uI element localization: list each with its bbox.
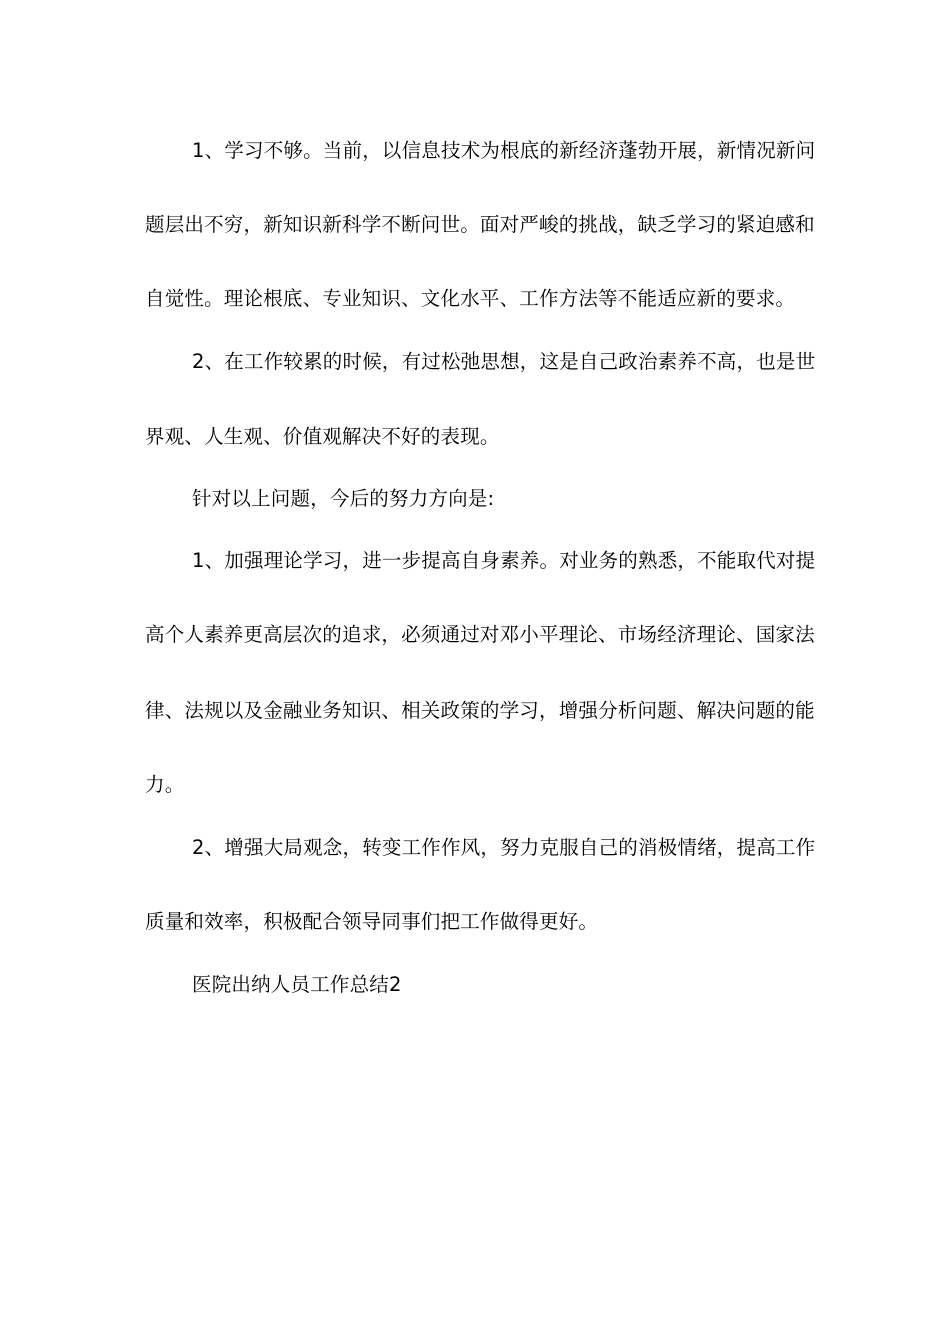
- paragraph-2-line-2: 界观、人生观、价值观解决不好的表现。: [145, 425, 500, 448]
- paragraph-5-line-1: 2、增强大局观念，转变工作作风，努力克服自己的消极情绪，提高工作: [192, 836, 816, 859]
- paragraph-3-line-1: 针对以上问题，今后的努力方向是:: [192, 487, 495, 510]
- paragraph-1-line-3: 自觉性。理论根底、专业知识、文化水平、工作方法等不能适应新的要求。: [145, 287, 796, 310]
- paragraph-4-line-3: 律、法规以及金融业务知识、相关政策的学习，增强分析问题、解决问题的能: [145, 699, 815, 722]
- paragraph-4-line-2: 高个人素养更高层次的追求，必须通过对邓小平理论、市场经济理论、国家法: [145, 623, 815, 646]
- paragraph-4-line-4: 力。: [145, 773, 185, 796]
- paragraph-1-line-1: 1、学习不够。当前，以信息技术为根底的新经济蓬勃开展，新情况新问: [192, 139, 816, 162]
- paragraph-1-line-2: 题层出不穷，新知识新科学不断问世。面对严峻的挑战，缺乏学习的紧迫感和: [145, 213, 815, 236]
- paragraph-2-line-1: 2、在工作较累的时候，有过松弛思想，这是自己政治素养不高，也是世: [192, 350, 816, 373]
- paragraph-4-line-1: 1、加强理论学习，进一步提高自身素养。对业务的熟悉，不能取代对提: [192, 549, 816, 572]
- section-heading: 医院出纳人员工作总结2: [192, 973, 402, 996]
- paragraph-5-line-2: 质量和效率，积极配合领导同事们把工作做得更好。: [145, 910, 599, 933]
